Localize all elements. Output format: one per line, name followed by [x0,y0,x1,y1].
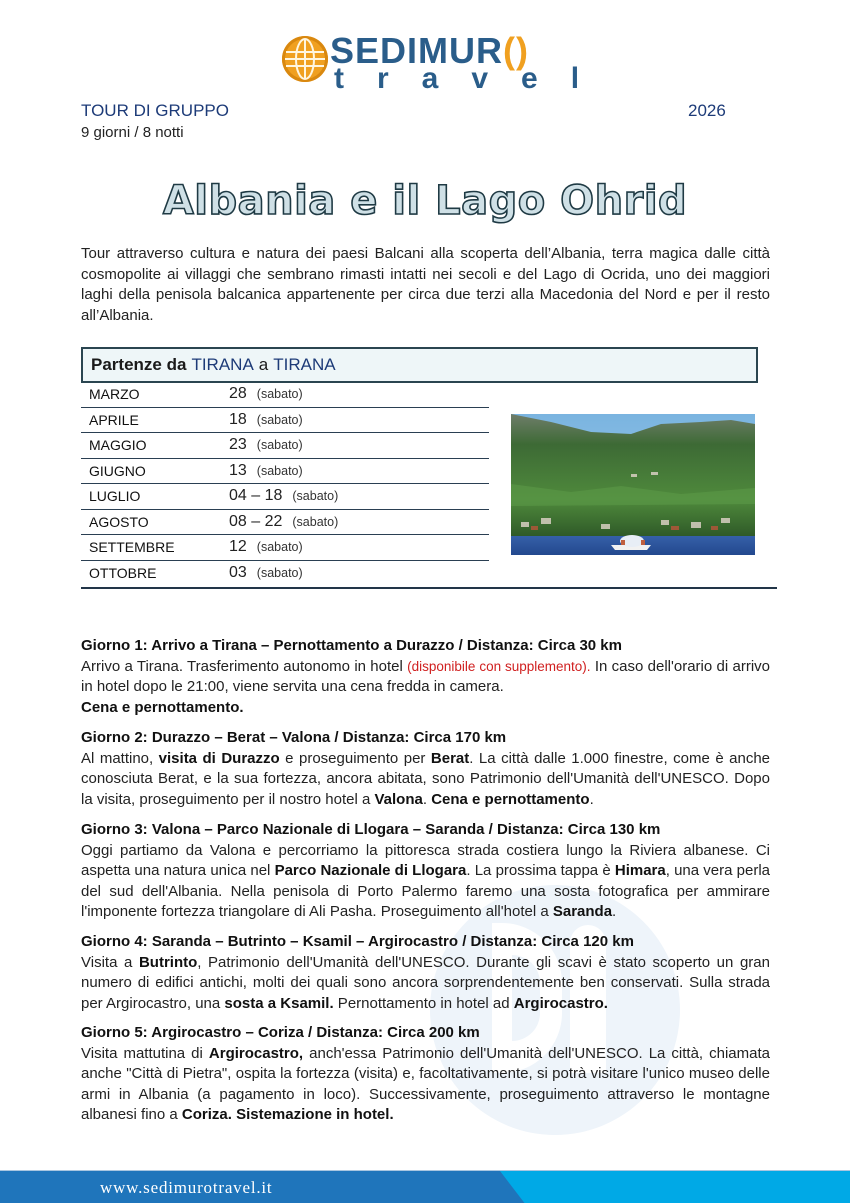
tour-year: 2026 [688,101,726,120]
departure-dates: 28 [229,385,247,403]
tour-duration: 9 giorni / 8 notti [81,124,184,141]
lake-photo-illustration [511,414,755,555]
day-description: Oggi partiamo da Valona e percorriamo la pittoresca strada costiera lungo la Riviera albanese. Ci aspetta una natura unica nel Parco Nazionale di Llogara. La prossima tappa è Himara, una vera perla del sud dell'Albania. Nella penisola di Porto Palermo faremo una sosta fotografica per ammirare l'imponente fortezza triangolare di Ali Pasha. Proseguimento all'hotel a Saranda. [81,841,771,920]
departure-dates: 04 – 18 [229,487,283,505]
departure-dates: 03 [229,563,247,581]
departure-row [81,535,489,561]
day-title: Giorno 3: Valona – Parco Nazionale di Llogara – Saranda / Distanza: Circa 130 km [81,821,661,838]
day-description: Visita mattutina di Argirocastro, anch'essa Patrimonio dell'Umanità dell'UNESCO. La città, chiamata anche "Città di Pietra", ospita la fortezza (visita) e, facoltativamente, si potrà visitare l'unico museo delle armi in Albania (a pagamento in loco). Successivamente, proseguimento attraverso le montagne albanesi fino a Coriza. Sistemazione in hotel. [81,1044,770,1123]
itinerary-day-4 [81,932,770,1014]
day-description: Visita a Butrinto, Patrimonio dell'Umanità dell'UNESCO. Durante gli scavi è stato scoperto un gran numero di edifici antichi, molti dei quali sono ancora sorprendentemente ben conservati. Sulla strada per Argirocastro, una sosta a Ksamil. Pernottamento in hotel ad Argirocastro. [81,953,770,1012]
page-footer [0,1170,850,1203]
day-title: Giorno 5: Argirocastro – Coriza / Distanza: Circa 200 km [81,1024,480,1041]
departure-row [81,459,489,485]
departure-weekday: (sabato) [256,565,303,580]
departure-weekday: (sabato) [256,387,303,402]
departure-month: GIUGNO [89,462,146,479]
page-title: Albania e il Lago Ohrid [162,178,688,224]
table-bottom-divider [81,587,777,589]
day-title: Giorno 1: Arrivo a Tirana – Pernottamento a Durazzo / Distanza: Circa 30 km [81,637,622,654]
departure-row [81,510,489,536]
globe-icon [282,36,328,82]
departure-month: OTTOBRE [89,564,157,581]
departure-month: SETTEMBRE [89,539,175,556]
departure-weekday: (sabato) [292,489,339,504]
day-title: Giorno 2: Durazzo – Berat – Valona / Distanza: Circa 170 km [81,729,507,746]
day-meals: Cena e pernottamento. [81,698,244,716]
departure-month: APRILE [89,411,139,428]
day-title: Giorno 4: Saranda – Butrinto – Ksamil – Argirocastro / Distanza: Circa 120 km [81,933,634,950]
lake-ohrid-photo [511,414,755,555]
tour-type: TOUR DI GRUPPO [81,101,229,120]
departure-weekday: (sabato) [256,438,303,453]
departure-month: AGOSTO [89,513,149,530]
day-description: Al mattino, visita di Durazzo e proseguimento per Berat. La città dalle 1.000 finestre, come è anche conosciuta Berat, e la sua fortezza, ancora abitata, sono Patrimonio dell'Umanità dell'UNESCO. Dopo la visita, proseguimento per il nostro hotel a Valona. Cena e pernottamento. [81,749,771,808]
departure-weekday: (sabato) [256,463,303,478]
departure-dates: 08 – 22 [229,512,283,530]
departures-table [81,382,489,585]
departure-weekday: (sabato) [256,540,303,555]
logo-brand: SEDIMUR() [330,30,529,71]
departures-from: TIRANA [191,355,254,374]
departure-dates: 13 [229,461,247,479]
itinerary-day-3 [81,820,770,923]
itinerary-day-1 [81,636,770,718]
itinerary-day-2 [81,728,770,810]
departures-joiner: a [258,355,269,374]
company-logo [282,30,613,95]
departure-row [81,561,489,586]
departure-month: MARZO [89,386,140,403]
day-description: Arrivo a Tirana. Trasferimento autonomo in hotel (disponibile con supplemento). In caso dell'orario di arrivo in hotel dopo le 21:00, viene servita una cena fredda in camera. [81,657,771,695]
departures-prefix: Partenze da [91,355,187,374]
departure-row [81,484,489,510]
departure-dates: 12 [229,538,247,556]
departure-row [81,382,489,408]
departures-to: TIRANA [273,355,336,374]
departure-dates: 18 [229,410,247,428]
departure-dates: 23 [229,436,247,454]
departure-row [81,433,489,459]
departure-weekday: (sabato) [292,514,339,529]
logo-tagline: travel [334,62,613,95]
departure-weekday: (sabato) [256,412,303,427]
departures-header [81,347,758,383]
supplement-note: (disponibile con supplemento). [407,658,591,674]
departure-month: MAGGIO [89,437,147,454]
departure-month: LUGLIO [89,488,141,505]
website-link[interactable]: www.sedimurotravel.it [100,1178,273,1197]
intro-paragraph: Tour attraverso cultura e natura dei paesi Balcani alla scoperta dell’Albania, terra magica dalle città cosmopolite ai villaggi che sembrano rimasti intatti nei secoli e del Lago di Ocrida, uno dei maggiori laghi della penisola balcanica appartenente per circa due terzi alla Macedonia del Nord e per il resto all’Albania. [81,245,770,324]
itinerary-day-5 [81,1023,770,1126]
departure-row [81,408,489,434]
footer-accent-band [500,1171,850,1203]
